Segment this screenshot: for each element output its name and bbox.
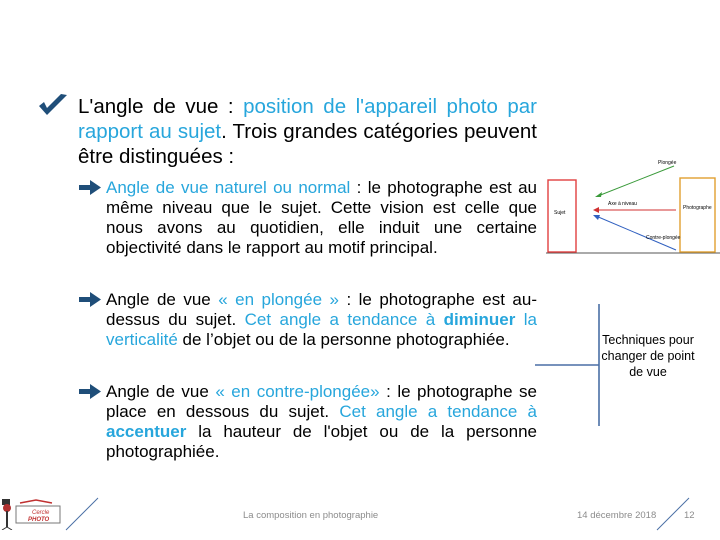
arrow-bullet-icon (78, 383, 102, 400)
svg-text:Cercle: Cercle (32, 510, 50, 516)
angle-diagram (546, 154, 720, 255)
svg-text:PHOTO: PHOTO (28, 517, 50, 523)
subject-box (548, 180, 576, 252)
level-label: Axe à niveau (608, 201, 637, 207)
plongee-label: Plongée (658, 160, 677, 166)
arrow-bullet-icon (78, 291, 102, 308)
contre-plongee-label: Contre-plongée (646, 235, 681, 241)
club-photo-logo (0, 497, 62, 530)
footer-title: La composition en photographie (243, 510, 379, 521)
subject-label: Sujet (554, 210, 566, 216)
checkmark-bullet-icon (38, 93, 68, 117)
footer-date: 14 décembre 2018 (577, 510, 657, 521)
photographer-label: Photographe (683, 205, 712, 211)
bracket-connector (535, 302, 607, 428)
main-paragraph: L'angle de vue : position de l'appareil photo par rapport au sujet. Trois grandes catégories peuvent être distinguées : (78, 95, 537, 168)
photographer-box (680, 178, 715, 252)
arrow-bullet-icon (78, 179, 102, 196)
bullet-angle-naturel: Angle de vue naturel ou normal : le photographe est au même niveau que le sujet. Cette vision est celle que nous avons au quotidien, elle induit une certaine objectivité dans le rapport au motif principal. (78, 178, 537, 258)
plongee-arrow (598, 166, 674, 196)
page-number: 12 (684, 510, 695, 521)
techniques-note: Techniques pour changer de point de vue (601, 333, 695, 379)
contre-plongee-arrow (596, 216, 676, 250)
bullet-angle-plongee: Angle de vue « en plongée » : le photographe est au-dessus du sujet. Cet angle a tendance à diminuer la verticalité de l’objet ou de la personne photographiée. (78, 290, 537, 350)
bullet-angle-contre-plongee: Angle de vue « en contre-plongée» : le photographe se place en dessous du sujet. Cet angle a tendance à accentuer la hauteur de l'objet ou de la personne photographiée. (78, 382, 537, 462)
slash-decoration (64, 496, 100, 532)
